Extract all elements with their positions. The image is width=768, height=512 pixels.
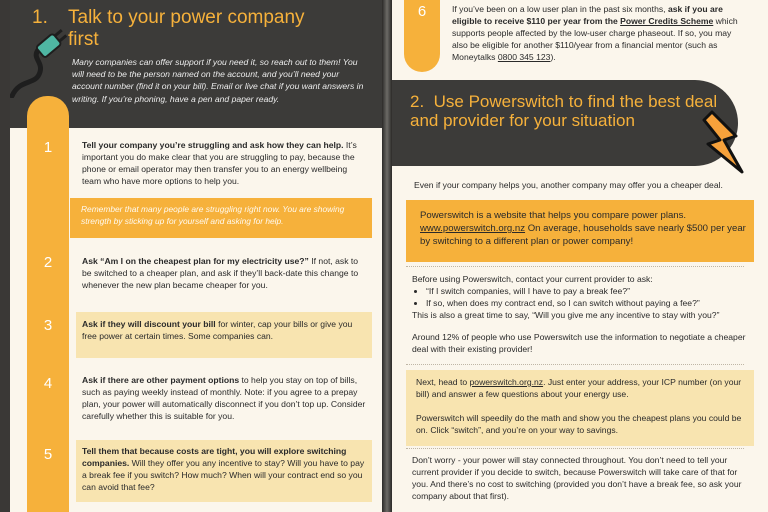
stat-text: Around 12% of people who use Powerswitch use the information to negotiate a cheaper deal with their existing provider!: [412, 332, 746, 354]
step-6-body: which supports people affected by the low-user charge phaseout. If so, you may also be eligible for another $110/year from a financial mentor (such as Moneytalks: [452, 15, 738, 62]
divider: [406, 266, 744, 267]
tip-text: Remember that many people are struggling right now. You are showing strength by sticking up for yourself and asking for help.: [81, 204, 345, 226]
right-page: [392, 0, 768, 512]
section-intro: Many companies can offer support if you need it, so reach out to them! You will need to be the person named on the account, and you’ll need your account number (find it on your bill). Email or live chat if you want answers in writing. If you’re phoning, have a pen and paper ready.: [72, 57, 364, 104]
powerswitch-website-link[interactable]: www.powerswitch.org.nz: [420, 223, 526, 234]
step-4-bold: Ask if there are other payment options: [82, 375, 240, 385]
section-2-title: [410, 92, 720, 130]
step-3-bold: Ask if they will discount your bill: [82, 319, 216, 329]
book-gutter: [382, 0, 392, 512]
divider: [406, 448, 744, 449]
powerswitch-link[interactable]: powerswitch.org.nz: [469, 377, 544, 387]
powerswitch-info-box: [406, 200, 754, 262]
step-5-bold: Tell them that because costs are tight, you will explore switching companies.: [82, 446, 347, 468]
tip-box: [70, 198, 372, 238]
dont-worry-text: Don’t worry - your power will stay connected throughout. You don’t need to tell your current provider if you decide to switch, because Powerswitch will take care of that for you. And there’s no cost to switching (provided you don’t have a break fee, so ask your company about that first).: [412, 455, 742, 501]
step-6-intro: If you’ve been on a low user plan in the past six months,: [452, 4, 666, 14]
step-5-body: Will they offer you any incentive to stay? Will you have to pay a break fee if you switch? How much? When will your contract end so you can avoid that fee?: [82, 457, 365, 492]
step-4-text: [82, 375, 368, 423]
before-outro: This is also a great time to say, “Will you give me any incentive to stay with you?”: [412, 309, 720, 320]
step-6-end: ).: [550, 51, 556, 62]
section-2-number: 2.: [410, 92, 425, 111]
step-6-bold: ask if you are eligible to receive $110 per year from the: [452, 4, 723, 26]
left-page: [10, 0, 382, 512]
step-number-5: 5: [43, 446, 53, 463]
next-body: . Just enter your address, your ICP number (on your bill) and answer a few questions about your energy use.: [416, 377, 742, 399]
step-2-body: If not, ask to be switched to a cheaper plan, and ask if they’ll back-date this change to whenever the new plan became cheaper for you.: [82, 256, 359, 290]
step-number-3: 3: [43, 317, 53, 334]
section-number: 1.: [32, 7, 48, 28]
power-plug-icon: [10, 28, 70, 98]
next-intro: Next, head to: [416, 377, 468, 387]
lightning-bolt-icon: [702, 110, 746, 180]
info-intro: Powerswitch is a website that helps you compare power plans.: [420, 210, 687, 221]
step-number-1: 1: [43, 139, 53, 156]
section-2-lead: Even if your company helps you, another company may offer you a cheaper deal.: [414, 180, 723, 190]
step-3-text: [82, 319, 368, 343]
step-2-text: [82, 256, 368, 292]
moneytalks-phone-link[interactable]: 0800 345 123: [497, 51, 551, 62]
step-1-body: It’s important you do make clear that you are struggling to pay, because the phone or email operator may then transfer you to an energy wellbeing team who have more options to help you.: [82, 140, 357, 186]
next-steps-box: [406, 370, 754, 446]
next-result-text: Powerswitch will speedily do the math and show you the cheapest plans you could be on. Click “switch”, and you’re on your way to savings.: [416, 413, 742, 435]
powerswitch-info-text: [420, 209, 746, 248]
question-item: • If so, when does my contract end, so I can switch without paying a fee?”: [426, 298, 752, 310]
step-2-bold: Ask “Am I on the cheapest plan for my electricity use?”: [82, 256, 309, 266]
step-number-6: 6: [417, 3, 427, 20]
step-number-4: 4: [43, 375, 53, 392]
step-number-2: 2: [43, 254, 53, 271]
next-steps-text: [416, 377, 746, 401]
step-5-text: [82, 446, 368, 494]
divider: [406, 364, 744, 365]
before-intro: Before using Powerswitch, contact your current provider to ask:: [412, 274, 653, 284]
question-item: • “If I switch companies, will I have to pay a break fee?”: [426, 286, 752, 298]
section-2-title-text: Use Powerswitch to find the best deal and provider for your situation: [410, 92, 718, 130]
step-4-body: to help you stay on top of bills, such as paying weekly instead of monthly. Note: if you agree to a prepay plan, your power will automatically disconnect if you don’t top up. Consider carefully whether this is suitable for you.: [82, 375, 366, 421]
question-list: [412, 286, 752, 310]
step-1-bold: Tell your company you’re struggling and ask how they can help.: [82, 140, 344, 150]
section-title: Talk to your power company first: [68, 7, 305, 50]
step-6-text: [452, 4, 744, 64]
before-using-block: [412, 274, 752, 322]
power-credits-link[interactable]: Power Credits Scheme: [620, 15, 714, 26]
section-2-header: [392, 80, 738, 166]
step-1-text: [82, 140, 368, 188]
info-body: On average, households save nearly $500 per year by switching to a different plan or power company!: [420, 223, 746, 247]
step-3-body: for winter, cap your bills or give you free power at certain times. Some companies can.: [82, 319, 353, 341]
